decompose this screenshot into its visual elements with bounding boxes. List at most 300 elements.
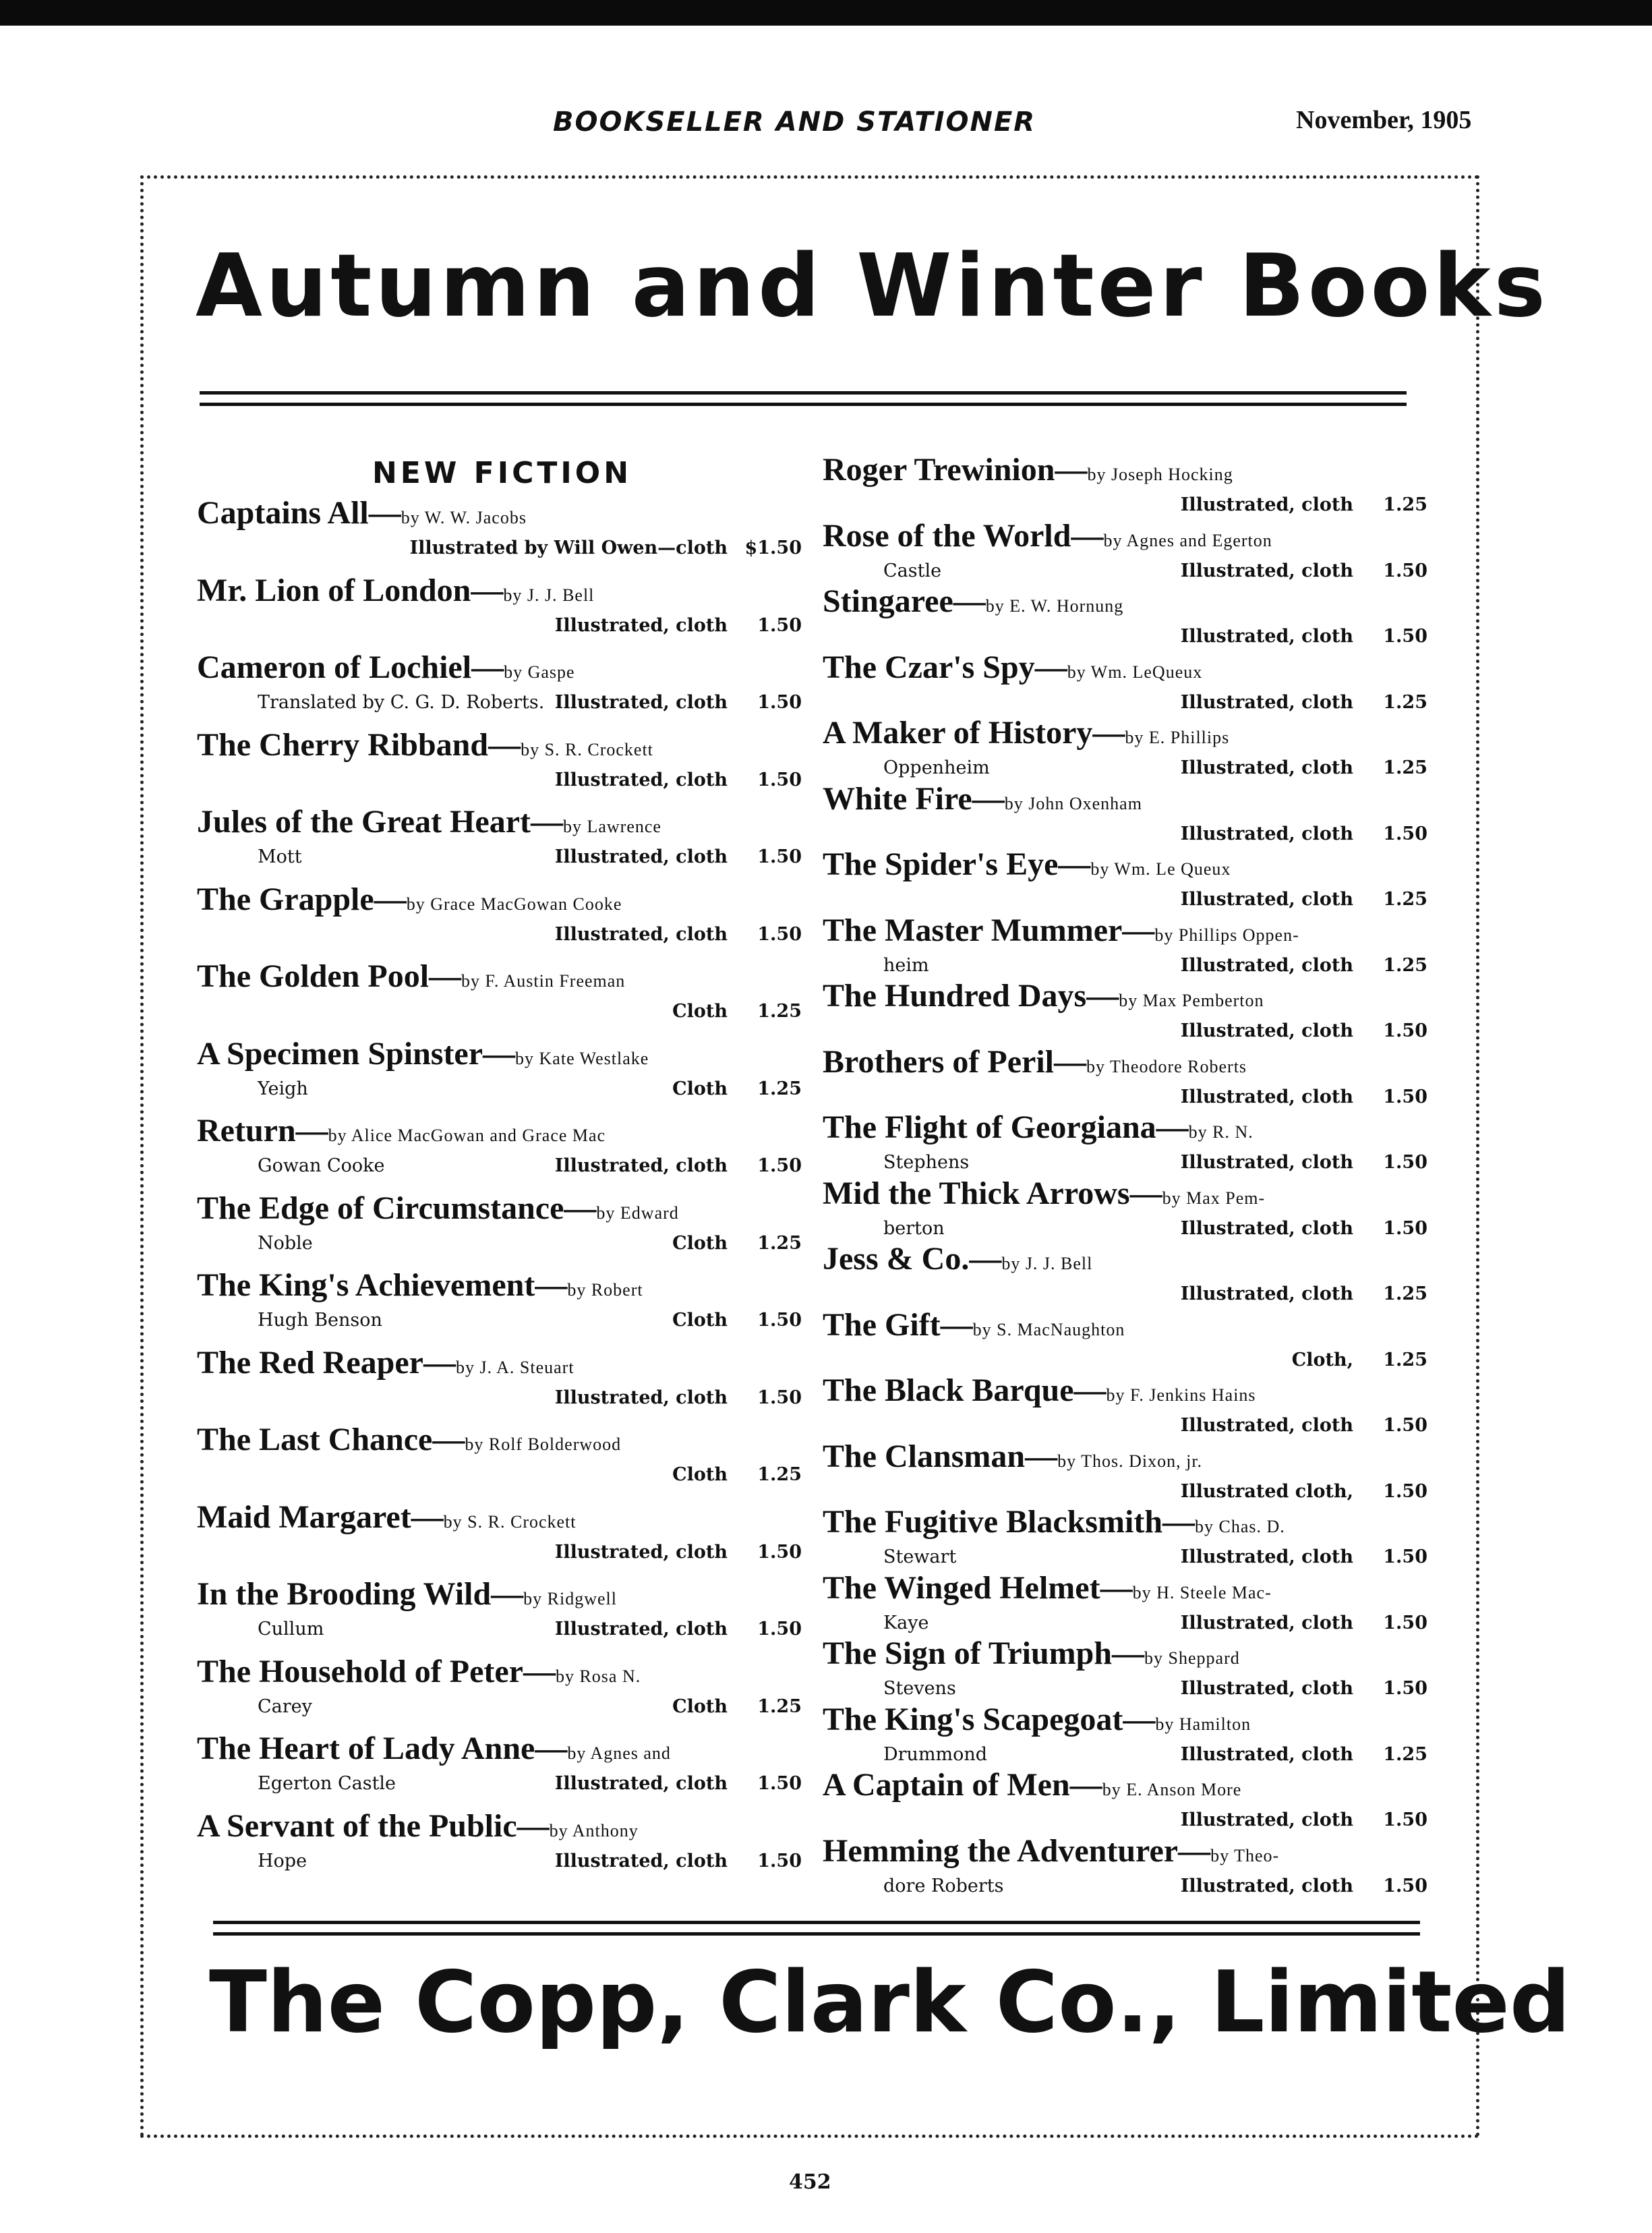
book-binding: Illustrated, cloth bbox=[554, 692, 728, 713]
book-title: The Last Chance— bbox=[197, 1422, 465, 1457]
book-details bbox=[197, 1849, 807, 1874]
book-price: 1.50 bbox=[757, 1541, 802, 1563]
book-entry bbox=[823, 1176, 1433, 1242]
book-details bbox=[823, 1282, 1433, 1306]
book-title-line bbox=[197, 1422, 807, 1463]
book-author: by Theo- bbox=[1210, 1845, 1280, 1865]
book-price: 1.50 bbox=[757, 846, 802, 867]
book-title: The Golden Pool— bbox=[197, 958, 462, 994]
book-entry bbox=[823, 1372, 1433, 1439]
book-author: by E. W. Hornung bbox=[985, 596, 1124, 616]
book-price: 1.50 bbox=[1383, 823, 1427, 844]
book-price: 1.50 bbox=[757, 1773, 802, 1794]
book-binding: Illustrated, cloth bbox=[1180, 823, 1353, 844]
book-title: Stingaree— bbox=[823, 583, 986, 619]
issue-date: November, 1905 bbox=[1296, 106, 1472, 134]
book-author: by H. Steele Mac- bbox=[1132, 1582, 1272, 1602]
book-entry bbox=[197, 804, 807, 881]
book-title-line bbox=[197, 1808, 807, 1849]
book-title-line bbox=[823, 912, 1433, 954]
book-author-continued: Castle bbox=[883, 560, 942, 581]
book-entry bbox=[823, 1570, 1433, 1636]
book-details bbox=[823, 756, 1433, 780]
book-title: Captains All— bbox=[197, 495, 401, 531]
book-title-line bbox=[823, 452, 1433, 493]
title-rule-top bbox=[200, 391, 1407, 395]
book-title-line bbox=[197, 649, 807, 691]
book-binding: Cloth, bbox=[1291, 1349, 1353, 1370]
book-list-right bbox=[823, 452, 1433, 1898]
book-author: by Sheppard bbox=[1144, 1648, 1240, 1668]
book-price: 1.50 bbox=[757, 1850, 802, 1872]
book-price: 1.50 bbox=[1383, 1020, 1427, 1041]
book-details bbox=[823, 1545, 1433, 1569]
book-author-continued: Noble bbox=[258, 1232, 313, 1254]
book-author: by Anthony bbox=[549, 1820, 639, 1840]
book-author: by J. J. Bell bbox=[503, 585, 595, 605]
book-details bbox=[823, 888, 1433, 912]
book-entry bbox=[197, 1267, 807, 1345]
book-title-line bbox=[197, 1190, 807, 1231]
book-entry bbox=[823, 1241, 1433, 1307]
book-title: The Flight of Georgiana— bbox=[823, 1109, 1189, 1145]
book-binding: Cloth bbox=[672, 1078, 728, 1099]
book-binding: Illustrated cloth, bbox=[1180, 1480, 1353, 1502]
book-details bbox=[197, 999, 807, 1024]
book-binding: Illustrated, cloth bbox=[554, 1850, 728, 1872]
book-author-continued: Hugh Benson bbox=[258, 1310, 382, 1331]
book-title-line bbox=[823, 583, 1433, 625]
book-details bbox=[197, 536, 807, 560]
book-author: by John Oxenham bbox=[1004, 793, 1142, 813]
book-details bbox=[823, 1348, 1433, 1372]
book-binding: Illustrated, cloth bbox=[554, 1541, 728, 1563]
book-details bbox=[823, 1677, 1433, 1701]
book-price: 1.50 bbox=[1383, 1546, 1427, 1567]
book-details bbox=[823, 1019, 1433, 1043]
book-binding: Illustrated, cloth bbox=[554, 1773, 728, 1794]
book-title-line bbox=[823, 1109, 1433, 1151]
book-title: Mr. Lion of London— bbox=[197, 572, 504, 608]
book-author: by Max Pem- bbox=[1162, 1188, 1266, 1208]
book-author: by S. R. Crockett bbox=[443, 1511, 577, 1532]
book-title: A Maker of History— bbox=[823, 715, 1125, 751]
book-title-line bbox=[197, 804, 807, 845]
book-author: by R. N. bbox=[1188, 1122, 1253, 1142]
book-title: A Captain of Men— bbox=[823, 1767, 1102, 1803]
book-details bbox=[197, 768, 807, 792]
book-title-line bbox=[197, 1654, 807, 1695]
book-binding: Illustrated, cloth bbox=[554, 1155, 728, 1176]
book-price: 1.50 bbox=[1383, 1875, 1427, 1896]
book-author: by Thos. Dixon, jr. bbox=[1057, 1451, 1203, 1471]
book-title: Maid Margaret— bbox=[197, 1499, 444, 1535]
book-title: The Master Mummer— bbox=[823, 912, 1155, 948]
book-price: 1.50 bbox=[1383, 1480, 1427, 1502]
scan-top-edge bbox=[0, 0, 1652, 26]
book-title: The Heart of Lady Anne— bbox=[197, 1731, 568, 1766]
book-entry bbox=[823, 452, 1433, 518]
book-binding: Illustrated, cloth bbox=[1180, 1020, 1353, 1041]
book-author: by Lawrence bbox=[562, 817, 661, 836]
book-title: The Hundred Days— bbox=[823, 978, 1119, 1014]
book-price: 1.25 bbox=[1383, 1743, 1427, 1765]
book-details bbox=[823, 1743, 1433, 1767]
book-price: 1.25 bbox=[1383, 889, 1427, 910]
book-title-line bbox=[823, 1044, 1433, 1085]
book-price: 1.50 bbox=[1383, 1415, 1427, 1436]
book-price: 1.25 bbox=[757, 1232, 802, 1254]
book-author: by Rosa N. bbox=[555, 1666, 641, 1686]
book-title: Brothers of Peril— bbox=[823, 1043, 1087, 1080]
book-price: $1.50 bbox=[744, 538, 802, 558]
book-author: by E. Anson More bbox=[1102, 1780, 1242, 1799]
title-rule-bottom bbox=[200, 403, 1407, 406]
book-binding: Illustrated, cloth bbox=[1180, 1415, 1353, 1436]
book-entry bbox=[823, 1833, 1433, 1899]
book-price: 1.25 bbox=[1383, 757, 1427, 778]
book-entry bbox=[197, 1808, 807, 1886]
book-binding: Illustrated, cloth bbox=[1180, 1678, 1353, 1699]
book-binding: Illustrated, cloth bbox=[1180, 691, 1353, 713]
book-author-continued: Mott bbox=[258, 846, 302, 867]
book-binding: Illustrated, cloth bbox=[1180, 1875, 1353, 1896]
book-author: by Wm. Le Queux bbox=[1090, 859, 1231, 879]
book-price: 1.25 bbox=[1383, 494, 1427, 515]
publisher-rule-top bbox=[213, 1921, 1420, 1924]
book-author-continued: Kaye bbox=[883, 1612, 929, 1633]
book-title: Jess & Co.— bbox=[823, 1241, 1002, 1277]
book-entry bbox=[197, 958, 807, 1036]
book-title-line bbox=[197, 1345, 807, 1386]
book-title: The Cherry Ribband— bbox=[197, 726, 521, 763]
book-author: by Robert bbox=[567, 1280, 643, 1300]
book-entry bbox=[197, 573, 807, 650]
book-title-line bbox=[823, 1372, 1433, 1414]
book-title-line bbox=[823, 649, 1433, 691]
book-title: The Grapple— bbox=[197, 881, 407, 917]
book-binding: Illustrated by Will Owen—cloth bbox=[409, 538, 728, 558]
book-binding: Illustrated, cloth bbox=[1180, 954, 1353, 976]
book-details bbox=[197, 845, 807, 869]
book-price: 1.50 bbox=[1383, 1152, 1427, 1173]
book-title-line bbox=[823, 781, 1433, 822]
book-details bbox=[823, 1480, 1433, 1504]
book-author: by F. Jenkins Hains bbox=[1106, 1385, 1256, 1405]
book-entry bbox=[197, 1036, 807, 1113]
book-entry bbox=[197, 1499, 807, 1577]
book-author: by Kate Westlake bbox=[515, 1048, 649, 1068]
book-details bbox=[197, 1463, 807, 1487]
book-title-line bbox=[823, 978, 1433, 1019]
left-entries bbox=[197, 495, 807, 1885]
book-list-left bbox=[197, 452, 807, 1885]
book-entry bbox=[823, 1504, 1433, 1570]
book-entry bbox=[823, 715, 1433, 781]
book-price: 1.25 bbox=[1383, 1349, 1427, 1370]
book-details bbox=[823, 493, 1433, 517]
book-title: The Gift— bbox=[823, 1306, 973, 1343]
book-details bbox=[823, 1151, 1433, 1175]
book-author-continued: Drummond bbox=[883, 1743, 988, 1765]
book-title: Return— bbox=[197, 1113, 328, 1149]
book-binding: Illustrated, cloth bbox=[554, 923, 728, 945]
book-binding: Illustrated, cloth bbox=[1180, 1217, 1353, 1239]
book-entry bbox=[197, 1654, 807, 1731]
book-price: 1.50 bbox=[757, 1619, 802, 1640]
book-author-continued: heim bbox=[883, 954, 929, 976]
book-price: 1.50 bbox=[1383, 626, 1427, 647]
book-details bbox=[823, 559, 1433, 583]
book-entry bbox=[197, 1576, 807, 1654]
right-entries bbox=[823, 452, 1433, 1898]
book-entry bbox=[197, 649, 807, 727]
book-entry bbox=[823, 912, 1433, 979]
book-title: Rose of the World— bbox=[823, 517, 1104, 554]
book-entry bbox=[823, 1702, 1433, 1768]
book-binding: Cloth bbox=[672, 1695, 728, 1717]
book-entry bbox=[197, 495, 807, 573]
book-details bbox=[197, 1077, 807, 1101]
book-title: The Red Reaper— bbox=[197, 1344, 456, 1381]
book-entry bbox=[197, 1731, 807, 1808]
book-binding: Illustrated, cloth bbox=[1180, 626, 1353, 647]
book-entry bbox=[823, 1109, 1433, 1176]
book-title: Jules of the Great Heart— bbox=[197, 804, 563, 840]
book-binding: Illustrated, cloth bbox=[554, 769, 728, 790]
book-title-line bbox=[197, 727, 807, 768]
book-author-continued: Cullum bbox=[258, 1619, 324, 1640]
book-author: by Joseph Hocking bbox=[1087, 465, 1233, 484]
book-title-line bbox=[823, 715, 1433, 756]
book-binding: Illustrated, cloth bbox=[1180, 1743, 1353, 1765]
book-price: 1.50 bbox=[757, 692, 802, 713]
book-entry bbox=[823, 1307, 1433, 1373]
book-entry bbox=[197, 1190, 807, 1268]
book-price: 1.50 bbox=[1383, 1217, 1427, 1239]
book-binding: Illustrated, cloth bbox=[554, 1387, 728, 1408]
running-head: BOOKSELLER AND STATIONER bbox=[553, 107, 1036, 138]
book-details bbox=[823, 822, 1433, 846]
book-author-continued: dore Roberts bbox=[883, 1875, 1004, 1896]
book-details bbox=[197, 1617, 807, 1642]
book-details bbox=[197, 1154, 807, 1178]
book-author-continued: Carey bbox=[258, 1695, 312, 1717]
book-price: 1.50 bbox=[757, 769, 802, 790]
book-author: by Edward bbox=[596, 1202, 679, 1223]
book-entry bbox=[823, 583, 1433, 649]
book-details bbox=[197, 1386, 807, 1410]
book-author: by F. Austin Freeman bbox=[461, 971, 626, 991]
book-details bbox=[823, 1611, 1433, 1635]
book-entry bbox=[197, 727, 807, 805]
book-details bbox=[823, 1808, 1433, 1832]
book-binding: Illustrated, cloth bbox=[1180, 757, 1353, 778]
book-title: White Fire— bbox=[823, 780, 1005, 817]
book-author-continued: berton bbox=[883, 1217, 945, 1239]
book-binding: Illustrated, cloth bbox=[554, 614, 728, 636]
book-binding: Cloth bbox=[672, 1310, 728, 1331]
book-author: by W. W. Jacobs bbox=[401, 508, 527, 527]
book-entry bbox=[197, 881, 807, 959]
book-title-line bbox=[823, 1767, 1433, 1808]
book-title: The Czar's Spy— bbox=[823, 649, 1067, 685]
book-details bbox=[197, 1308, 807, 1333]
book-entry bbox=[823, 1635, 1433, 1702]
book-title: Roger Trewinion— bbox=[823, 452, 1088, 488]
book-title: The Sign of Triumph— bbox=[823, 1635, 1145, 1671]
book-title: The King's Achievement— bbox=[197, 1267, 568, 1303]
book-author-continued: Oppenheim bbox=[883, 757, 990, 778]
book-title: The Fugitive Blacksmith— bbox=[823, 1504, 1196, 1540]
book-author-continued: Stevens bbox=[883, 1678, 956, 1699]
book-title-line bbox=[197, 1267, 807, 1308]
book-title-line bbox=[823, 1570, 1433, 1611]
book-author: by S. MacNaughton bbox=[972, 1319, 1125, 1339]
book-binding: Illustrated, cloth bbox=[1180, 1612, 1353, 1633]
book-details bbox=[823, 1085, 1433, 1109]
book-author: by Hamilton bbox=[1155, 1714, 1251, 1734]
book-entry bbox=[823, 1767, 1433, 1833]
book-author: by Phillips Oppen- bbox=[1154, 925, 1299, 945]
book-title-line bbox=[197, 495, 807, 536]
book-author: by Chas. D. bbox=[1195, 1517, 1285, 1536]
book-author: by Agnes and bbox=[567, 1743, 671, 1763]
book-author: by Alice MacGowan and Grace Mac bbox=[328, 1126, 606, 1145]
book-price: 1.50 bbox=[1383, 560, 1427, 581]
book-entry bbox=[197, 1422, 807, 1499]
book-title-line bbox=[823, 1241, 1433, 1282]
book-author-continued: Egerton Castle bbox=[258, 1773, 396, 1794]
book-entry bbox=[823, 781, 1433, 847]
book-binding: Illustrated, cloth bbox=[554, 1619, 728, 1640]
book-details bbox=[197, 1695, 807, 1719]
book-title-line bbox=[197, 1499, 807, 1540]
book-title-line bbox=[197, 573, 807, 614]
book-binding: Illustrated, cloth bbox=[1180, 1546, 1353, 1567]
publisher-name: The Copp, Clark Co., Limited bbox=[209, 1952, 1571, 2052]
book-details bbox=[823, 954, 1433, 978]
book-title: A Servant of the Public— bbox=[197, 1807, 550, 1844]
book-details bbox=[197, 923, 807, 947]
book-details bbox=[197, 614, 807, 638]
book-binding: Illustrated, cloth bbox=[1180, 1809, 1353, 1830]
book-author-continued: Gowan Cooke bbox=[258, 1155, 385, 1176]
book-entry bbox=[197, 1345, 807, 1422]
page-number: 452 bbox=[789, 2170, 831, 2194]
book-author: by J. A. Steuart bbox=[455, 1357, 574, 1377]
book-price: 1.25 bbox=[757, 1001, 802, 1022]
book-title: The Edge of Circumstance— bbox=[197, 1190, 597, 1226]
book-title-line bbox=[823, 1307, 1433, 1348]
book-binding: Cloth bbox=[672, 1232, 728, 1254]
book-details bbox=[197, 691, 807, 715]
book-price: 1.25 bbox=[1383, 691, 1427, 713]
book-title: The Household of Peter— bbox=[197, 1653, 556, 1689]
book-author-continued: Translated by C. G. D. Roberts. bbox=[258, 692, 545, 713]
book-author: by Grace MacGowan Cooke bbox=[406, 894, 622, 914]
book-title-line bbox=[197, 1036, 807, 1077]
book-title-line bbox=[823, 1833, 1433, 1874]
book-title-line bbox=[823, 518, 1433, 559]
book-author-continued: Hope bbox=[258, 1850, 307, 1872]
book-author: by S. R. Crockett bbox=[521, 739, 653, 759]
book-title-line bbox=[823, 1635, 1433, 1677]
book-entry bbox=[823, 649, 1433, 716]
book-title: The Clansman— bbox=[823, 1438, 1058, 1474]
book-title-line bbox=[197, 1113, 807, 1154]
publisher-rule-bottom bbox=[213, 1932, 1420, 1936]
book-details bbox=[823, 1414, 1433, 1438]
book-author: by Ridgwell bbox=[523, 1589, 618, 1608]
book-price: 1.25 bbox=[1383, 1283, 1427, 1304]
book-details bbox=[197, 1772, 807, 1796]
book-price: 1.50 bbox=[757, 1310, 802, 1331]
book-price: 1.25 bbox=[757, 1695, 802, 1717]
advertisement-title: Autumn and Winter Books bbox=[196, 236, 1549, 337]
book-entry bbox=[823, 1439, 1433, 1505]
book-binding: Illustrated, cloth bbox=[1180, 1283, 1353, 1304]
book-price: 1.25 bbox=[1383, 954, 1427, 976]
book-price: 1.50 bbox=[1383, 1086, 1427, 1107]
book-author: by Theodore Roberts bbox=[1086, 1056, 1247, 1076]
book-title-line bbox=[823, 1176, 1433, 1217]
book-author-continued: Stewart bbox=[883, 1546, 957, 1567]
book-details bbox=[197, 1231, 807, 1256]
book-binding: Illustrated, cloth bbox=[1180, 889, 1353, 910]
book-author: by Rolf Bolderwood bbox=[465, 1434, 622, 1454]
book-details bbox=[823, 1217, 1433, 1241]
book-price: 1.50 bbox=[757, 1387, 802, 1408]
book-author: by Max Pemberton bbox=[1119, 991, 1264, 1010]
book-title: The King's Scapegoat— bbox=[823, 1701, 1156, 1737]
book-entry bbox=[197, 1113, 807, 1190]
book-title: Cameron of Lochiel— bbox=[197, 649, 504, 685]
book-author-continued: Yeigh bbox=[258, 1078, 308, 1099]
book-details bbox=[823, 625, 1433, 649]
book-title: The Spider's Eye— bbox=[823, 846, 1091, 882]
book-price: 1.50 bbox=[757, 923, 802, 945]
book-price: 1.25 bbox=[757, 1078, 802, 1099]
book-author: by J. J. Bell bbox=[1001, 1254, 1093, 1273]
book-binding: Illustrated, cloth bbox=[1180, 560, 1353, 581]
book-binding: Cloth bbox=[672, 1464, 728, 1485]
book-price: 1.25 bbox=[757, 1464, 802, 1485]
book-entry bbox=[823, 846, 1433, 912]
book-title: A Specimen Spinster— bbox=[197, 1035, 516, 1072]
book-title: Hemming the Adventurer— bbox=[823, 1832, 1211, 1869]
book-binding: Illustrated, cloth bbox=[554, 846, 728, 867]
book-details bbox=[823, 1874, 1433, 1898]
book-price: 1.50 bbox=[1383, 1678, 1427, 1699]
book-price: 1.50 bbox=[757, 1155, 802, 1176]
book-price: 1.50 bbox=[1383, 1809, 1427, 1830]
book-author: by E. Phillips bbox=[1125, 728, 1230, 747]
book-details bbox=[197, 1540, 807, 1565]
book-title-line bbox=[197, 958, 807, 999]
book-title-line bbox=[823, 846, 1433, 888]
book-title-line bbox=[823, 1504, 1433, 1545]
book-author-continued: Stephens bbox=[883, 1152, 970, 1173]
book-author: by Agnes and Egerton bbox=[1103, 530, 1272, 550]
book-title-line bbox=[823, 1702, 1433, 1743]
book-title-line bbox=[197, 881, 807, 923]
book-title-line bbox=[823, 1439, 1433, 1480]
section-heading: NEW FICTION bbox=[372, 456, 632, 490]
book-entry bbox=[823, 518, 1433, 584]
book-title-line bbox=[197, 1731, 807, 1772]
book-title: The Black Barque— bbox=[823, 1372, 1107, 1408]
